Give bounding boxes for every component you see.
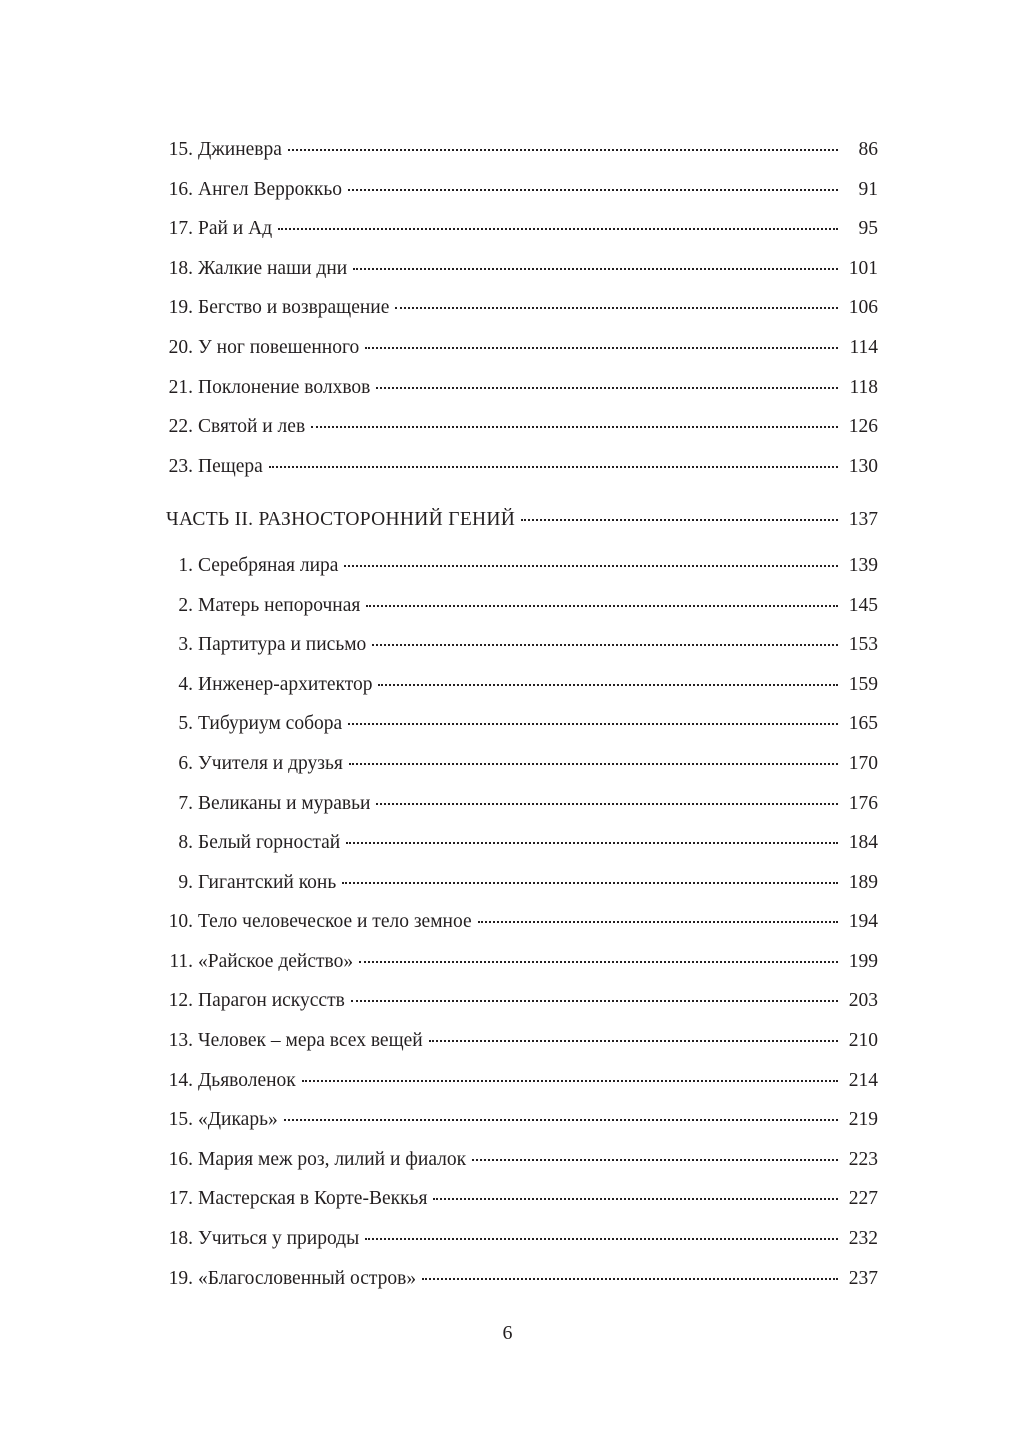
toc-entry-page: 130 [848, 455, 878, 477]
dot-leader [269, 464, 838, 468]
dot-leader [376, 801, 838, 805]
dot-leader [302, 1078, 838, 1082]
dot-leader [429, 1038, 838, 1042]
toc-entry [166, 1100, 878, 1140]
toc-entry-page: 237 [848, 1267, 878, 1289]
toc-entry-page: 86 [858, 139, 878, 160]
toc-entry-title: «Райское действо» [198, 950, 354, 972]
toc-entry-page: 227 [848, 1188, 878, 1210]
dot-leader [311, 424, 838, 428]
toc-entry [166, 170, 878, 210]
toc-entry-title: «Дикарь» [198, 1109, 278, 1131]
dot-leader [366, 603, 838, 607]
toc-entry-title: Инженер-архитектор [198, 673, 373, 695]
toc-entry-title: Парагон искусств [198, 990, 345, 1012]
toc-entry [166, 130, 878, 170]
toc-entry-page: 199 [848, 950, 878, 972]
table-of-contents [166, 130, 878, 1298]
dot-leader [472, 1157, 838, 1161]
toc-entry-page: 194 [848, 911, 878, 933]
toc-entry-title: Пещера [198, 455, 263, 477]
toc-entry-title: Мастерская в Корте-Веккья [198, 1188, 428, 1210]
toc-entry-number: 14. [168, 1069, 193, 1091]
dot-leader [346, 840, 838, 844]
toc-entry-title: Великаны и муравьи [198, 792, 371, 814]
toc-entry-number: 4. [178, 673, 193, 695]
toc-entry-number: 12. [168, 990, 193, 1012]
toc-entry [166, 546, 878, 586]
toc-entry-page: 139 [848, 554, 878, 576]
toc-entry-number: 16. [168, 178, 193, 200]
toc-entry-title: Дьяволенок [198, 1069, 296, 1091]
toc-entry-page: 118 [849, 376, 878, 398]
dot-leader [342, 880, 838, 884]
toc-entry-page: 203 [848, 990, 878, 1012]
toc-entry [166, 1259, 878, 1299]
toc-entry-number: 5. [178, 713, 193, 735]
toc-entry-title: Учителя и друзья [198, 752, 343, 774]
toc-entry [166, 209, 878, 249]
toc-entry-title: Белый горностай [198, 832, 341, 854]
toc-entry-number: 16. [168, 1148, 193, 1170]
dot-leader [372, 642, 838, 646]
toc-entry [166, 744, 878, 784]
toc-entry-title: Джиневра [198, 139, 282, 160]
toc-entry-page: 219 [848, 1109, 878, 1131]
toc-section-heading [166, 500, 878, 540]
toc-entry-page: 114 [849, 336, 878, 358]
toc-section-title: ЧАСТЬ II. РАЗНОСТОРОННИЙ ГЕНИЙ [166, 509, 516, 531]
toc-entry-page: 165 [848, 713, 878, 735]
toc-entry [166, 288, 878, 328]
toc-entry-title: Гигантский конь [198, 871, 337, 893]
toc-entry-page: 210 [848, 1030, 878, 1052]
toc-entry-number: 15. [168, 139, 193, 160]
toc-entry-number: 18. [168, 1228, 193, 1250]
toc-entry [166, 704, 878, 744]
toc-section-page: 137 [848, 509, 878, 531]
toc-entry-number: 18. [168, 257, 193, 279]
toc-entry-number: 22. [168, 416, 193, 438]
toc-entry [166, 1219, 878, 1259]
toc-entry [166, 863, 878, 903]
toc-entry [166, 902, 878, 942]
toc-entry-page: 145 [848, 594, 878, 616]
toc-entry-number: 2. [178, 594, 193, 616]
toc-entry-number: 1. [178, 554, 193, 576]
toc-entry-title: Рай и Ад [198, 218, 273, 240]
toc-entry-number: 21. [168, 376, 193, 398]
dot-leader [278, 226, 838, 230]
toc-entry-page: 153 [848, 634, 878, 656]
toc-entry [166, 447, 878, 487]
dot-leader [348, 187, 838, 191]
dot-leader [422, 1276, 838, 1280]
dot-leader [478, 919, 838, 923]
toc-entry-page: 189 [848, 871, 878, 893]
toc-entry-number: 10. [168, 911, 193, 933]
dot-leader [351, 998, 838, 1002]
toc-entry-page: 170 [848, 752, 878, 774]
dot-leader [433, 1196, 838, 1200]
toc-entry-number: 6. [178, 752, 193, 774]
dot-leader [344, 563, 838, 567]
toc-entry-title: Мария меж роз, лилий и фиалок [198, 1148, 467, 1170]
toc-entry [166, 625, 878, 665]
toc-entry-page: 223 [848, 1148, 878, 1170]
toc-entry-page: 176 [848, 792, 878, 814]
toc-entry-number: 11. [169, 950, 193, 972]
toc-entry [166, 981, 878, 1021]
toc-entry [166, 1021, 878, 1061]
toc-entry [166, 407, 878, 447]
dot-leader [521, 517, 838, 521]
toc-entry [166, 665, 878, 705]
toc-entry-number: 17. [168, 218, 193, 240]
toc-entry-page: 184 [848, 832, 878, 854]
toc-entry-number: 15. [168, 1109, 193, 1131]
toc-entry-number: 19. [168, 297, 193, 319]
toc-entry-number: 20. [168, 336, 193, 358]
toc-entry-title: Жалкие наши дни [198, 257, 348, 279]
toc-entry [166, 1061, 878, 1101]
toc-entry-page: 91 [858, 178, 878, 200]
toc-entry-number: 17. [168, 1188, 193, 1210]
dot-leader [348, 721, 838, 725]
toc-entry [166, 823, 878, 863]
toc-entry [166, 1179, 878, 1219]
toc-entry [166, 942, 878, 982]
toc-entry-title: Партитура и письмо [198, 634, 367, 656]
toc-entry-page: 214 [848, 1069, 878, 1091]
toc-entry [166, 1140, 878, 1180]
toc-entry-title: Тело человеческое и тело земное [198, 911, 472, 933]
toc-entry-title: Тибуриум собора [198, 713, 343, 735]
toc-entry-page: 126 [848, 416, 878, 438]
toc-entry-number: 23. [168, 455, 193, 477]
toc-entry-title: Святой и лев [198, 416, 306, 438]
dot-leader [284, 1117, 838, 1121]
dot-leader [378, 682, 838, 686]
toc-entry-page: 232 [848, 1228, 878, 1250]
toc-entry-title: Серебряная лира [198, 554, 339, 576]
page-number: 6 [502, 1322, 513, 1344]
toc-entry-title: Матерь непорочная [198, 594, 361, 616]
toc-entry-title: Учиться у природы [198, 1228, 360, 1250]
toc-entry-number: 13. [168, 1030, 193, 1052]
toc-entry-page: 159 [848, 673, 878, 695]
toc-entry-title: Поклонение волхвов [198, 376, 371, 398]
toc-entry-title: У ног повешенного [198, 336, 360, 358]
part2-list [166, 546, 878, 1298]
toc-entry-page: 106 [848, 297, 878, 319]
toc-entry-number: 3. [178, 634, 193, 656]
toc-entry-number: 8. [178, 832, 193, 854]
part1-list [166, 130, 878, 486]
dot-leader [365, 1236, 838, 1240]
toc-entry [166, 368, 878, 408]
dot-leader [395, 305, 838, 309]
toc-entry [166, 249, 878, 289]
toc-entry-number: 19. [168, 1267, 193, 1289]
toc-entry-page: 95 [858, 218, 878, 240]
dot-leader [353, 266, 838, 270]
toc-entry-title: «Благословенный остров» [198, 1267, 417, 1289]
toc-entry-number: 7. [178, 792, 193, 814]
toc-entry-number: 9. [178, 871, 193, 893]
toc-entry-title: Ангел Верроккьо [198, 178, 343, 200]
dot-leader [349, 761, 838, 765]
dot-leader [359, 959, 838, 963]
toc-entry-page: 101 [848, 257, 878, 279]
dot-leader [365, 345, 838, 349]
dot-leader [376, 385, 838, 389]
toc-entry [166, 586, 878, 626]
toc-entry-title: Бегство и возвращение [198, 297, 390, 319]
dot-leader [288, 147, 838, 151]
toc-entry-title: Человек – мера всех вещей [198, 1030, 423, 1052]
toc-entry [166, 784, 878, 824]
toc-entry [166, 328, 878, 368]
